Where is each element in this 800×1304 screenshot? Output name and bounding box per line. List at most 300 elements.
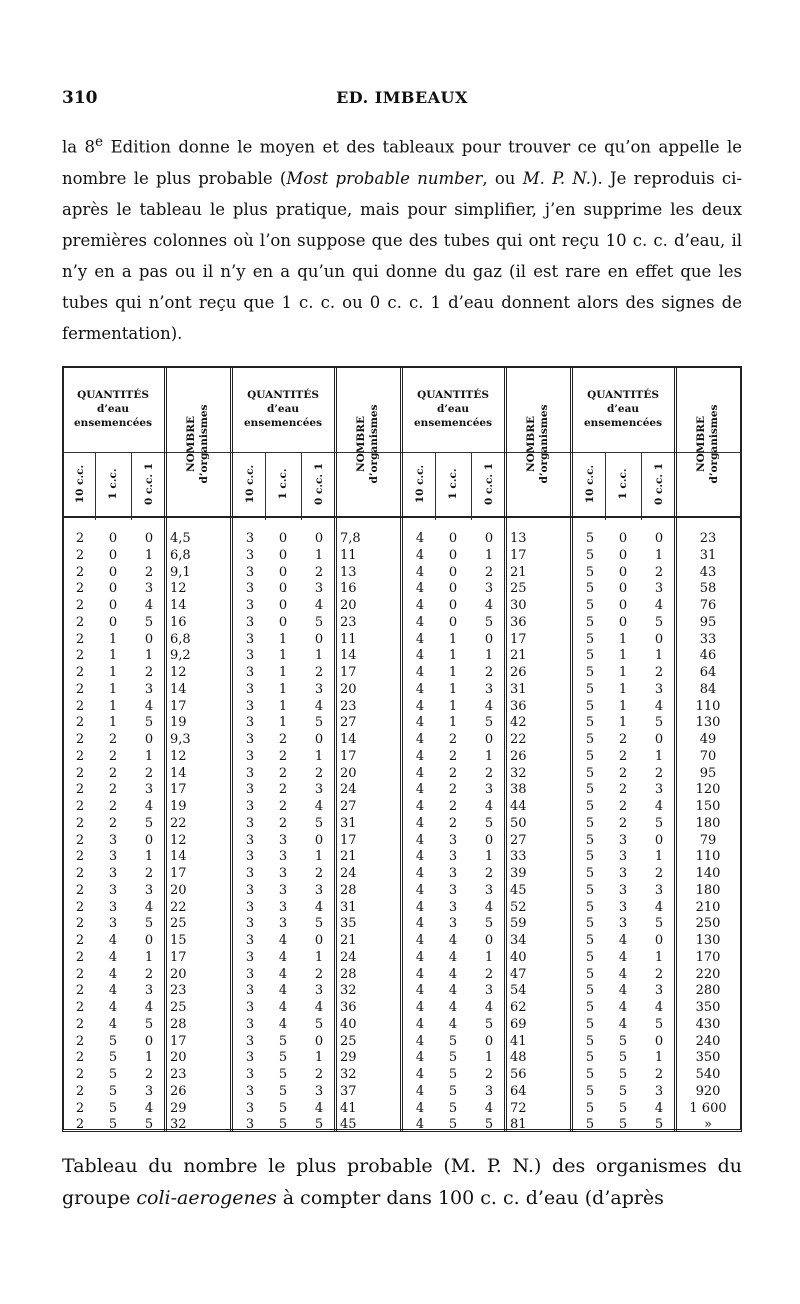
tubes-01cc: 4 xyxy=(654,698,664,714)
abbreviation: M. P. N. xyxy=(522,168,592,188)
tubes-01cc: 2 xyxy=(484,665,494,680)
tubes-01cc: 5 xyxy=(654,1117,664,1133)
organism-count: 36 xyxy=(340,1000,357,1015)
tubes-10cc: 2 xyxy=(75,882,85,898)
tubes-01cc: 5 xyxy=(484,916,494,932)
tubes-01cc: 4 xyxy=(314,698,324,714)
tubes-1cc: 5 xyxy=(108,1117,118,1133)
tubes-1cc: 4 xyxy=(618,933,628,948)
tubes-01cc: 0 xyxy=(484,631,494,647)
tubes-01cc: 2 xyxy=(654,966,664,982)
tubes-1cc: 4 xyxy=(278,983,288,999)
organism-count: 81 xyxy=(510,1117,527,1133)
organism-count: 16 xyxy=(170,614,187,630)
tubes-01cc: 5 xyxy=(654,815,664,831)
tubes-01cc: 1 xyxy=(314,1050,324,1066)
organism-count: 43 xyxy=(699,564,717,580)
organism-count: 21 xyxy=(340,933,357,948)
tubes-01cc: 5 xyxy=(144,715,154,731)
tubes-10cc: 3 xyxy=(245,916,255,932)
tubes-01cc: 0 xyxy=(314,832,324,848)
table-row xyxy=(62,681,742,698)
tubes-10cc: 4 xyxy=(415,799,425,814)
tubes-01cc: 0 xyxy=(654,631,664,647)
tubes-10cc: 5 xyxy=(585,665,595,680)
group-title: ensemencées xyxy=(74,417,152,429)
tubes-10cc: 5 xyxy=(585,698,595,714)
tubes-10cc: 2 xyxy=(75,966,85,982)
tubes-1cc: 5 xyxy=(278,1117,288,1133)
tubes-01cc: 0 xyxy=(654,732,664,747)
tubes-01cc: 4 xyxy=(654,799,664,814)
column-header: 0 c.c. 1 xyxy=(483,462,495,506)
organism-count: 110 xyxy=(695,698,721,714)
tubes-01cc: 2 xyxy=(654,1067,664,1082)
tubes-10cc: 2 xyxy=(75,933,85,948)
table-row xyxy=(62,1049,742,1066)
tubes-01cc: 4 xyxy=(144,899,154,915)
tubes-1cc: 5 xyxy=(108,1083,118,1099)
tubes-1cc: 4 xyxy=(448,933,458,948)
tubes-1cc: 0 xyxy=(448,564,458,580)
tubes-10cc: 5 xyxy=(585,966,595,982)
organism-count: 46 xyxy=(699,648,717,664)
organism-count: 17 xyxy=(170,949,187,965)
tubes-01cc: 2 xyxy=(144,564,154,580)
organism-count: 4,5 xyxy=(170,531,191,546)
tubes-01cc: 2 xyxy=(484,765,494,781)
tubes-1cc: 0 xyxy=(448,531,458,546)
tubes-10cc: 5 xyxy=(585,748,595,764)
organism-count: 180 xyxy=(695,882,721,898)
table-row xyxy=(62,631,742,648)
organism-count: 6,8 xyxy=(170,631,191,647)
tubes-10cc: 4 xyxy=(415,681,425,697)
tubes-01cc: 2 xyxy=(654,866,664,881)
count-header xyxy=(525,405,551,484)
tubes-1cc: 0 xyxy=(108,598,118,613)
count-header xyxy=(355,405,381,484)
tubes-1cc: 0 xyxy=(278,614,288,630)
tubes-1cc: 3 xyxy=(618,882,628,898)
tubes-1cc: 0 xyxy=(108,531,118,546)
tubes-10cc: 4 xyxy=(415,1083,425,1099)
tubes-10cc: 3 xyxy=(245,715,255,731)
tubes-10cc: 5 xyxy=(585,765,595,781)
group-title: QUANTITÉS xyxy=(77,389,149,401)
organism-count: 22 xyxy=(170,899,187,915)
tubes-01cc: 0 xyxy=(144,631,154,647)
tubes-01cc: 0 xyxy=(314,1033,324,1049)
tubes-10cc: 2 xyxy=(75,732,85,747)
organism-count: 62 xyxy=(510,1000,527,1015)
tubes-01cc: 5 xyxy=(654,614,664,630)
organism-count: 23 xyxy=(170,983,187,999)
tubes-1cc: 4 xyxy=(108,1000,118,1015)
table-row xyxy=(62,597,742,614)
tubes-01cc: 1 xyxy=(144,547,154,563)
tubes-01cc: 0 xyxy=(144,832,154,848)
tubes-1cc: 2 xyxy=(278,799,288,814)
tubes-1cc: 5 xyxy=(618,1050,628,1066)
tubes-10cc: 5 xyxy=(585,815,595,831)
organism-count: 56 xyxy=(510,1067,527,1082)
organism-count: 20 xyxy=(170,882,187,898)
tubes-1cc: 5 xyxy=(618,1100,628,1116)
tubes-01cc: 1 xyxy=(654,648,664,664)
organism-count: 21 xyxy=(510,564,527,580)
column-header: 1 c.c. xyxy=(277,468,289,500)
tubes-10cc: 3 xyxy=(245,815,255,831)
organism-count: 27 xyxy=(340,715,357,731)
tubes-1cc: 5 xyxy=(618,1033,628,1049)
tubes-10cc: 3 xyxy=(245,1083,255,1099)
tubes-01cc: 3 xyxy=(654,681,664,697)
organism-count: 17 xyxy=(340,832,357,848)
english-term: Most probable number xyxy=(286,168,483,188)
tubes-10cc: 3 xyxy=(245,665,255,680)
tubes-10cc: 5 xyxy=(585,799,595,814)
column-rule xyxy=(641,452,642,520)
tubes-10cc: 2 xyxy=(75,614,85,630)
table-row xyxy=(62,765,742,782)
tubes-10cc: 3 xyxy=(245,1117,255,1133)
tubes-10cc: 5 xyxy=(585,949,595,965)
table-row xyxy=(62,1066,742,1083)
tubes-01cc: 5 xyxy=(144,614,154,630)
tubes-01cc: 5 xyxy=(314,815,324,831)
tubes-01cc: 0 xyxy=(654,1033,664,1049)
tubes-1cc: 1 xyxy=(108,681,118,697)
organism-count: 220 xyxy=(695,966,721,982)
tubes-01cc: 2 xyxy=(654,665,664,680)
tubes-01cc: 0 xyxy=(654,933,664,948)
tubes-10cc: 5 xyxy=(585,547,595,563)
tubes-01cc: 4 xyxy=(484,598,494,613)
organism-count: 20 xyxy=(340,681,357,697)
tubes-01cc: 4 xyxy=(144,598,154,613)
tubes-1cc: 1 xyxy=(278,715,288,731)
organism-count: 28 xyxy=(340,966,357,982)
tubes-10cc: 5 xyxy=(585,1000,595,1015)
organism-count: 27 xyxy=(510,832,527,848)
tubes-01cc: 2 xyxy=(484,966,494,982)
tubes-01cc: 2 xyxy=(654,564,664,580)
tubes-1cc: 4 xyxy=(448,983,458,999)
tubes-1cc: 2 xyxy=(108,748,118,764)
tubes-1cc: 3 xyxy=(448,899,458,915)
table-row xyxy=(62,848,742,865)
tubes-01cc: 5 xyxy=(654,1016,664,1032)
tubes-01cc: 1 xyxy=(314,949,324,965)
tubes-01cc: 3 xyxy=(484,681,494,697)
tubes-1cc: 3 xyxy=(618,866,628,881)
tubes-10cc: 2 xyxy=(75,799,85,814)
tubes-10cc: 3 xyxy=(245,899,255,915)
tubes-10cc: 2 xyxy=(75,1050,85,1066)
tubes-10cc: 3 xyxy=(245,933,255,948)
tubes-10cc: 2 xyxy=(75,1067,85,1082)
organism-count: 30 xyxy=(510,598,527,613)
tubes-1cc: 5 xyxy=(108,1033,118,1049)
tubes-10cc: 4 xyxy=(415,866,425,881)
tubes-01cc: 1 xyxy=(314,849,324,865)
tubes-01cc: 3 xyxy=(144,983,154,999)
tubes-1cc: 2 xyxy=(278,748,288,764)
tubes-10cc: 5 xyxy=(585,1050,595,1066)
tubes-10cc: 2 xyxy=(75,598,85,613)
tubes-1cc: 5 xyxy=(448,1050,458,1066)
table-row xyxy=(62,966,742,983)
organism-count: 20 xyxy=(170,966,187,982)
table-row xyxy=(62,949,742,966)
tubes-1cc: 3 xyxy=(618,832,628,848)
tubes-1cc: 2 xyxy=(448,732,458,747)
tubes-1cc: 5 xyxy=(108,1050,118,1066)
tubes-01cc: 5 xyxy=(654,715,664,731)
table-row xyxy=(62,999,742,1016)
tubes-01cc: 4 xyxy=(654,899,664,915)
tubes-10cc: 5 xyxy=(585,832,595,848)
tubes-10cc: 4 xyxy=(415,531,425,546)
organism-count: 240 xyxy=(695,1033,721,1049)
tubes-1cc: 1 xyxy=(618,681,628,697)
tubes-1cc: 2 xyxy=(108,732,118,747)
tubes-10cc: 5 xyxy=(585,899,595,915)
tubes-1cc: 2 xyxy=(448,799,458,814)
organism-count: 6,8 xyxy=(170,547,191,563)
tubes-1cc: 4 xyxy=(108,966,118,982)
tubes-01cc: 0 xyxy=(144,732,154,747)
tubes-1cc: 1 xyxy=(108,698,118,714)
tubes-1cc: 3 xyxy=(108,899,118,915)
column-rule xyxy=(95,452,96,520)
tubes-01cc: 1 xyxy=(144,1050,154,1066)
organism-count: 48 xyxy=(510,1050,527,1066)
tubes-10cc: 2 xyxy=(75,983,85,999)
column-header: 1 c.c. xyxy=(447,468,459,500)
table-row xyxy=(62,714,742,731)
organism-count: 28 xyxy=(170,1016,187,1032)
organism-count: 32 xyxy=(340,1067,357,1082)
tubes-01cc: 1 xyxy=(484,849,494,865)
organism-count: 150 xyxy=(695,799,721,814)
group-title: d’eau xyxy=(436,403,470,415)
tubes-01cc: 1 xyxy=(484,648,494,664)
tubes-10cc: 2 xyxy=(75,531,85,546)
tubes-10cc: 5 xyxy=(585,1067,595,1082)
organism-count: 17 xyxy=(510,631,527,647)
caption-text: Tableau du nombre le plus probable (M. P. N.) des organismes du groupe xyxy=(62,1155,742,1209)
tubes-1cc: 3 xyxy=(278,916,288,932)
organism-count: 33 xyxy=(699,631,717,647)
column-rule xyxy=(435,452,436,520)
column-header: 10 c.c. xyxy=(584,464,596,504)
tubes-1cc: 5 xyxy=(108,1100,118,1116)
tubes-10cc: 4 xyxy=(415,815,425,831)
group-title: d’eau xyxy=(96,403,130,415)
tubes-1cc: 0 xyxy=(448,614,458,630)
organism-count: 17 xyxy=(340,665,357,680)
tubes-10cc: 4 xyxy=(415,849,425,865)
tubes-10cc: 2 xyxy=(75,1100,85,1116)
tubes-01cc: 3 xyxy=(314,1083,324,1099)
tubes-10cc: 5 xyxy=(585,983,595,999)
tubes-1cc: 3 xyxy=(278,866,288,881)
organism-count: 170 xyxy=(695,949,721,965)
tubes-01cc: 3 xyxy=(654,1083,664,1099)
tubes-01cc: 0 xyxy=(144,933,154,948)
tubes-1cc: 1 xyxy=(618,698,628,714)
tubes-10cc: 4 xyxy=(415,1000,425,1015)
organism-count: 72 xyxy=(510,1100,527,1116)
tubes-01cc: 5 xyxy=(654,916,664,932)
tubes-1cc: 4 xyxy=(618,1016,628,1032)
organism-count: 32 xyxy=(510,765,527,781)
tubes-10cc: 2 xyxy=(75,849,85,865)
tubes-01cc: 3 xyxy=(314,782,324,798)
tubes-10cc: 5 xyxy=(585,933,595,948)
tubes-01cc: 5 xyxy=(314,715,324,731)
tubes-01cc: 1 xyxy=(484,949,494,965)
tubes-1cc: 1 xyxy=(278,665,288,680)
column-header: 1 c.c. xyxy=(107,468,119,500)
tubes-1cc: 2 xyxy=(618,799,628,814)
tubes-01cc: 1 xyxy=(144,949,154,965)
tubes-10cc: 4 xyxy=(415,949,425,965)
tubes-1cc: 0 xyxy=(618,581,628,597)
organism-count: 35 xyxy=(340,916,357,932)
tubes-1cc: 2 xyxy=(278,815,288,831)
tubes-1cc: 2 xyxy=(278,782,288,798)
tubes-1cc: 1 xyxy=(448,681,458,697)
tubes-1cc: 3 xyxy=(618,849,628,865)
tubes-1cc: 4 xyxy=(278,1000,288,1015)
organism-count: 9,3 xyxy=(170,732,191,747)
table-row xyxy=(62,1100,742,1117)
tubes-1cc: 5 xyxy=(278,1100,288,1116)
tubes-1cc: 4 xyxy=(108,1016,118,1032)
tubes-1cc: 1 xyxy=(448,698,458,714)
tubes-10cc: 3 xyxy=(245,832,255,848)
tubes-1cc: 1 xyxy=(278,681,288,697)
tubes-10cc: 4 xyxy=(415,547,425,563)
tubes-1cc: 3 xyxy=(448,882,458,898)
tubes-1cc: 3 xyxy=(278,849,288,865)
organism-count: 23 xyxy=(340,614,357,630)
tubes-01cc: 1 xyxy=(654,949,664,965)
column-header: 10 c.c. xyxy=(414,464,426,504)
tubes-10cc: 2 xyxy=(75,748,85,764)
organism-count: 250 xyxy=(695,916,721,932)
tubes-01cc: 4 xyxy=(144,799,154,814)
tubes-1cc: 2 xyxy=(618,815,628,831)
tubes-10cc: 3 xyxy=(245,1100,255,1116)
tubes-01cc: 4 xyxy=(144,698,154,714)
organism-count: 350 xyxy=(695,1050,721,1066)
table-row xyxy=(62,915,742,932)
tubes-10cc: 4 xyxy=(415,983,425,999)
tubes-1cc: 4 xyxy=(448,966,458,982)
tubes-10cc: 2 xyxy=(75,564,85,580)
organism-count: 13 xyxy=(510,531,527,546)
tubes-01cc: 2 xyxy=(484,564,494,580)
tubes-1cc: 4 xyxy=(618,983,628,999)
tubes-01cc: 4 xyxy=(314,799,324,814)
tubes-01cc: 1 xyxy=(654,849,664,865)
count-header-line: NOMBRE xyxy=(695,416,707,472)
tubes-10cc: 4 xyxy=(415,1050,425,1066)
tubes-10cc: 5 xyxy=(585,916,595,932)
tubes-01cc: 4 xyxy=(654,1000,664,1015)
column-rule xyxy=(605,452,606,520)
group-title: QUANTITÉS xyxy=(247,389,319,401)
column-rule xyxy=(301,452,302,520)
tubes-10cc: 5 xyxy=(585,782,595,798)
organism-count: 54 xyxy=(510,983,527,999)
tubes-10cc: 4 xyxy=(415,732,425,747)
tubes-1cc: 1 xyxy=(448,715,458,731)
body-paragraph xyxy=(62,127,742,349)
organism-count: 9,2 xyxy=(170,648,191,664)
tubes-1cc: 5 xyxy=(448,1117,458,1133)
table-row xyxy=(62,564,742,581)
organism-count: 23 xyxy=(340,698,357,714)
tubes-01cc: 5 xyxy=(314,614,324,630)
organism-count: 180 xyxy=(695,815,721,831)
tubes-01cc: 4 xyxy=(314,1000,324,1015)
tubes-10cc: 5 xyxy=(585,1016,595,1032)
count-header-line: d’organismes xyxy=(368,404,380,484)
tubes-01cc: 1 xyxy=(314,648,324,664)
tubes-01cc: 3 xyxy=(654,882,664,898)
tubes-10cc: 5 xyxy=(585,1083,595,1099)
column-header: 10 c.c. xyxy=(244,464,256,504)
tubes-10cc: 5 xyxy=(585,1117,595,1133)
tubes-1cc: 0 xyxy=(618,598,628,613)
tubes-10cc: 5 xyxy=(585,849,595,865)
tubes-10cc: 2 xyxy=(75,1083,85,1099)
tubes-10cc: 3 xyxy=(245,782,255,798)
organism-count: 49 xyxy=(699,732,717,747)
tubes-10cc: 5 xyxy=(585,598,595,613)
tubes-01cc: 5 xyxy=(484,614,494,630)
tubes-10cc: 4 xyxy=(415,614,425,630)
tubes-10cc: 3 xyxy=(245,799,255,814)
tubes-10cc: 5 xyxy=(585,614,595,630)
organism-count: 84 xyxy=(699,681,717,697)
tubes-1cc: 3 xyxy=(448,866,458,881)
tubes-1cc: 2 xyxy=(108,799,118,814)
organism-count: 95 xyxy=(699,614,717,630)
column-header: 10 c.c. xyxy=(74,464,86,504)
tubes-01cc: 5 xyxy=(314,1117,324,1133)
organism-count: 430 xyxy=(695,1016,721,1032)
tubes-10cc: 2 xyxy=(75,1000,85,1015)
tubes-1cc: 4 xyxy=(618,966,628,982)
tubes-01cc: 4 xyxy=(654,598,664,613)
tubes-01cc: 1 xyxy=(144,748,154,764)
tubes-10cc: 4 xyxy=(415,648,425,664)
group-header xyxy=(234,388,332,430)
organism-count: 58 xyxy=(699,581,717,597)
tubes-10cc: 2 xyxy=(75,949,85,965)
tubes-01cc: 3 xyxy=(314,681,324,697)
organism-count: 19 xyxy=(170,799,187,814)
tubes-01cc: 4 xyxy=(484,899,494,915)
tubes-10cc: 3 xyxy=(245,1016,255,1032)
tubes-1cc: 5 xyxy=(618,1083,628,1099)
